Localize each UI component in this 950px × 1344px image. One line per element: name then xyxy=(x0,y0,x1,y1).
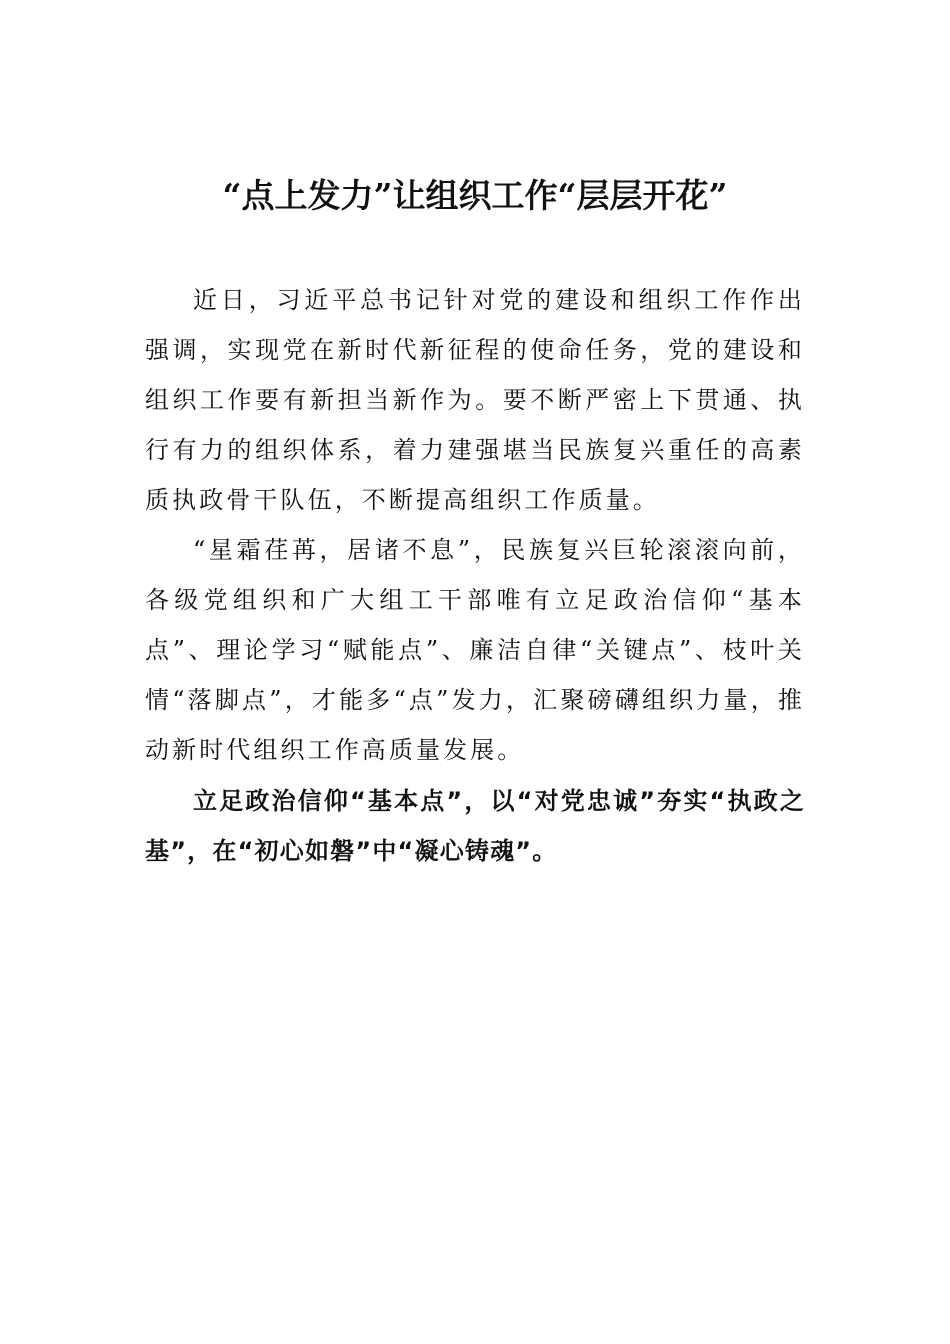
document-title: “点上发力”让组织工作“层层开花” xyxy=(222,176,728,215)
body-paragraph-2: “星霜荏苒，居诸不息”，民族复兴巨轮滚滚向前，各级党组织和广大组工干部唯有立足政治信仰“基本点”、理论学习“赋能点”、廉洁自律“关键点”、枝叶关情“落脚点”，才能多“点”发力，汇聚磅礴组织力量，推动新时代组织工作高质量发展。 xyxy=(145,536,805,764)
section-heading: 立足政治信仰“基本点”，以“对党忠诚”夯实“执政之基”，在“初心如磐”中“凝心铸魂”。 xyxy=(145,787,805,865)
body-paragraph-1: 近日，习近平总书记针对党的建设和组织工作作出强调，实现党在新时代新征程的使命任务，党的建设和组织工作要有新担当新作为。要不断严密上下贯通、执行有力的组织体系，着力建强堪当民族复兴重任的高素质执政骨干队伍，不断提高组织工作质量。 xyxy=(145,286,805,514)
